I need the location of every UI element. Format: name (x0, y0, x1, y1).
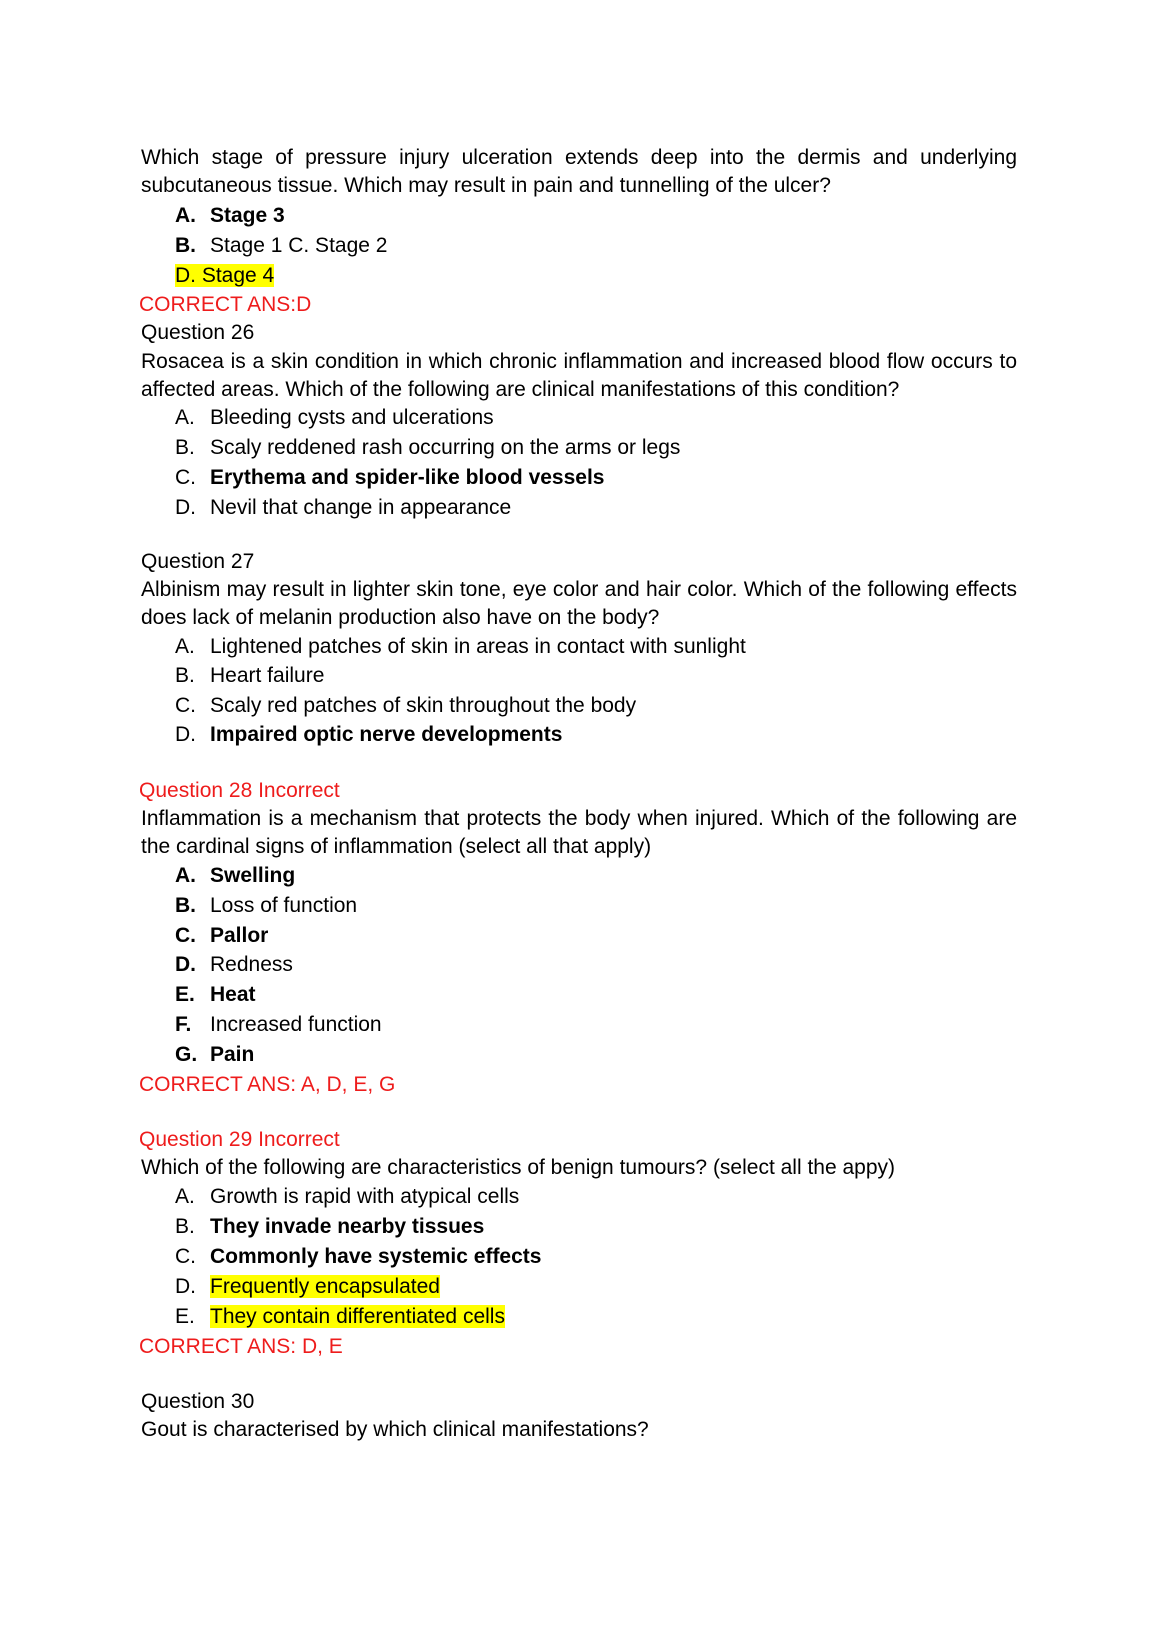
q30-label: Question 30 (141, 1390, 255, 1413)
q28-option-g: G. Pain (175, 1043, 255, 1066)
q28-option-c: C. Pallor (175, 924, 269, 947)
q29-option-a: A. Growth is rapid with atypical cells (175, 1185, 520, 1208)
q25-option-d: D. Stage 4 (175, 264, 275, 287)
q25-correct-answer: CORRECT ANS:D (139, 293, 312, 316)
q28-option-f: F. Increased function (175, 1013, 382, 1036)
q27-label: Question 27 (141, 550, 255, 573)
q29-option-e: E. They contain differentiated cells (175, 1305, 505, 1328)
q29-option-c: C. Commonly have systemic effects (175, 1245, 542, 1268)
q26-option-d: D. Nevil that change in appearance (175, 496, 512, 519)
q29-option-b: B. They invade nearby tissues (175, 1215, 485, 1238)
q29-text: Which of the following are characteristics of benign tumours? (select all the appy) (141, 1156, 896, 1179)
q26-option-a: A. Bleeding cysts and ulcerations (175, 406, 494, 429)
q29-option-d: D. Frequently encapsulated (175, 1275, 440, 1298)
q27-option-d: D. Impaired optic nerve developments (175, 723, 563, 746)
q28-correct-answer: CORRECT ANS: A, D, E, G (139, 1073, 396, 1096)
q30-text: Gout is characterised by which clinical manifestations? (141, 1418, 649, 1441)
q26-label: Question 26 (141, 321, 255, 344)
q27-option-c: C. Scaly red patches of skin throughout the body (175, 694, 637, 717)
q28-option-d: D. Redness (175, 953, 293, 976)
q26-option-b: B. Scaly reddened rash occurring on the arms or legs (175, 436, 681, 459)
q28-label: Question 28 Incorrect (139, 779, 340, 802)
q26-option-c: C. Erythema and spider-like blood vessels (175, 466, 605, 489)
q28-option-b: B. Loss of function (175, 894, 358, 917)
q28-option-e: E. Heat (175, 983, 256, 1006)
q27-option-a: A. Lightened patches of skin in areas in contact with sunlight (175, 635, 746, 658)
q29-label: Question 29 Incorrect (139, 1128, 340, 1151)
q29-correct-answer: CORRECT ANS: D, E (139, 1335, 343, 1358)
q28-text: Inflammation is a mechanism that protects the body when injured. Which of the following are the cardinal signs of inflammation (select all that apply) (141, 807, 1017, 858)
q27-option-b: B. Heart failure (175, 664, 325, 687)
q28-option-a: A. Swelling (175, 864, 296, 887)
q25-text: Which stage of pressure injury ulceration extends deep into the dermis and underlying subcutaneous tissue. Which may result in pain and tunnelling of the ulcer? (141, 146, 1017, 197)
q26-text: Rosacea is a skin condition in which chronic inflammation and increased blood flow occurs to affected areas. Which of the following are clinical manifestations of this condition? (141, 350, 1017, 401)
q25-option-a: A. Stage 3 (175, 204, 285, 227)
q27-text: Albinism may result in lighter skin tone, eye color and hair color. Which of the following effects does lack of melanin production also have on the body? (141, 578, 1017, 629)
q25-option-b: B. Stage 1 C. Stage 2 (175, 234, 388, 257)
